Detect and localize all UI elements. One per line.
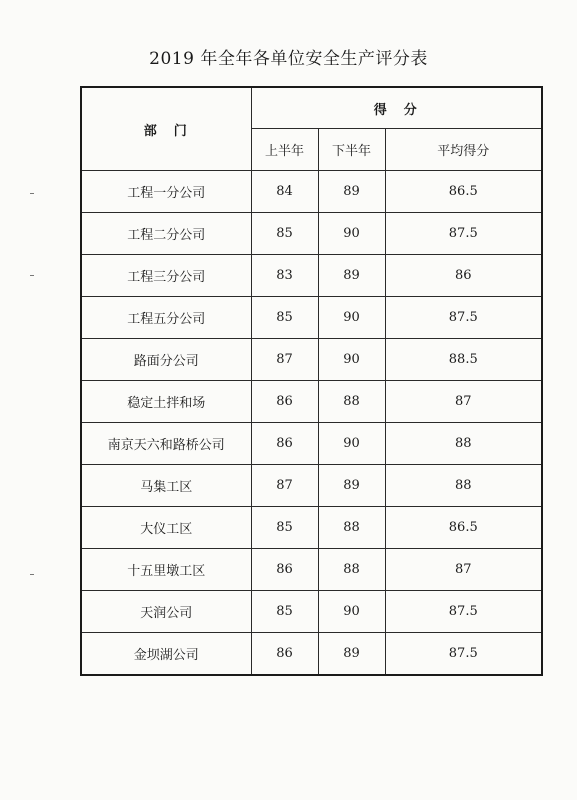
department-cell: 十五里墩工区 bbox=[81, 549, 251, 591]
department-cell: 稳定土拌和场 bbox=[81, 381, 251, 423]
second-half-header: 下半年 bbox=[318, 129, 385, 171]
average-cell: 87.5 bbox=[385, 591, 542, 633]
second-half-cell: 90 bbox=[318, 423, 385, 465]
second-half-cell: 90 bbox=[318, 297, 385, 339]
department-cell: 南京天六和路桥公司 bbox=[81, 423, 251, 465]
table-row bbox=[81, 381, 542, 423]
department-cell: 工程二分公司 bbox=[81, 213, 251, 255]
first-half-cell: 85 bbox=[251, 507, 318, 549]
table-row bbox=[81, 255, 542, 297]
first-half-cell: 87 bbox=[251, 465, 318, 507]
table-row bbox=[81, 297, 542, 339]
table-row bbox=[81, 465, 542, 507]
first-half-cell: 86 bbox=[251, 381, 318, 423]
scan-mark bbox=[30, 193, 34, 194]
table-row bbox=[81, 591, 542, 633]
department-cell: 工程一分公司 bbox=[81, 171, 251, 213]
second-half-cell: 88 bbox=[318, 549, 385, 591]
score-header: 得 分 bbox=[251, 87, 542, 129]
second-half-cell: 89 bbox=[318, 171, 385, 213]
second-half-cell: 90 bbox=[318, 213, 385, 255]
score-table bbox=[80, 86, 543, 676]
table-row bbox=[81, 423, 542, 465]
second-half-cell: 90 bbox=[318, 591, 385, 633]
scan-mark bbox=[30, 574, 34, 575]
average-cell: 88.5 bbox=[385, 339, 542, 381]
header-row bbox=[81, 87, 542, 129]
department-cell: 大仪工区 bbox=[81, 507, 251, 549]
average-cell: 87.5 bbox=[385, 297, 542, 339]
second-half-cell: 89 bbox=[318, 633, 385, 676]
table-row bbox=[81, 339, 542, 381]
first-half-cell: 87 bbox=[251, 339, 318, 381]
table-row bbox=[81, 171, 542, 213]
second-half-cell: 89 bbox=[318, 255, 385, 297]
table-row bbox=[81, 507, 542, 549]
average-cell: 86.5 bbox=[385, 171, 542, 213]
average-cell: 87.5 bbox=[385, 213, 542, 255]
average-cell: 87 bbox=[385, 381, 542, 423]
average-cell: 88 bbox=[385, 423, 542, 465]
average-cell: 87 bbox=[385, 549, 542, 591]
first-half-cell: 86 bbox=[251, 633, 318, 676]
department-cell: 马集工区 bbox=[81, 465, 251, 507]
second-half-cell: 90 bbox=[318, 339, 385, 381]
average-cell: 87.5 bbox=[385, 633, 542, 676]
average-cell: 88 bbox=[385, 465, 542, 507]
first-half-cell: 83 bbox=[251, 255, 318, 297]
first-half-cell: 86 bbox=[251, 549, 318, 591]
scan-mark bbox=[30, 275, 34, 276]
second-half-cell: 89 bbox=[318, 465, 385, 507]
first-half-cell: 84 bbox=[251, 171, 318, 213]
first-half-cell: 85 bbox=[251, 297, 318, 339]
department-cell: 天润公司 bbox=[81, 591, 251, 633]
average-cell: 86 bbox=[385, 255, 542, 297]
first-half-header: 上半年 bbox=[251, 129, 318, 171]
department-cell: 工程五分公司 bbox=[81, 297, 251, 339]
table-row bbox=[81, 213, 542, 255]
table-row bbox=[81, 633, 542, 676]
department-cell: 金坝湖公司 bbox=[81, 633, 251, 676]
department-header: 部 门 bbox=[81, 87, 251, 171]
table-row bbox=[81, 549, 542, 591]
first-half-cell: 85 bbox=[251, 591, 318, 633]
department-cell: 工程三分公司 bbox=[81, 255, 251, 297]
average-header: 平均得分 bbox=[385, 129, 542, 171]
first-half-cell: 86 bbox=[251, 423, 318, 465]
department-cell: 路面分公司 bbox=[81, 339, 251, 381]
average-cell: 86.5 bbox=[385, 507, 542, 549]
page-title: 2019 年全年各单位安全生产评分表 bbox=[149, 49, 428, 69]
first-half-cell: 85 bbox=[251, 213, 318, 255]
second-half-cell: 88 bbox=[318, 507, 385, 549]
second-half-cell: 88 bbox=[318, 381, 385, 423]
